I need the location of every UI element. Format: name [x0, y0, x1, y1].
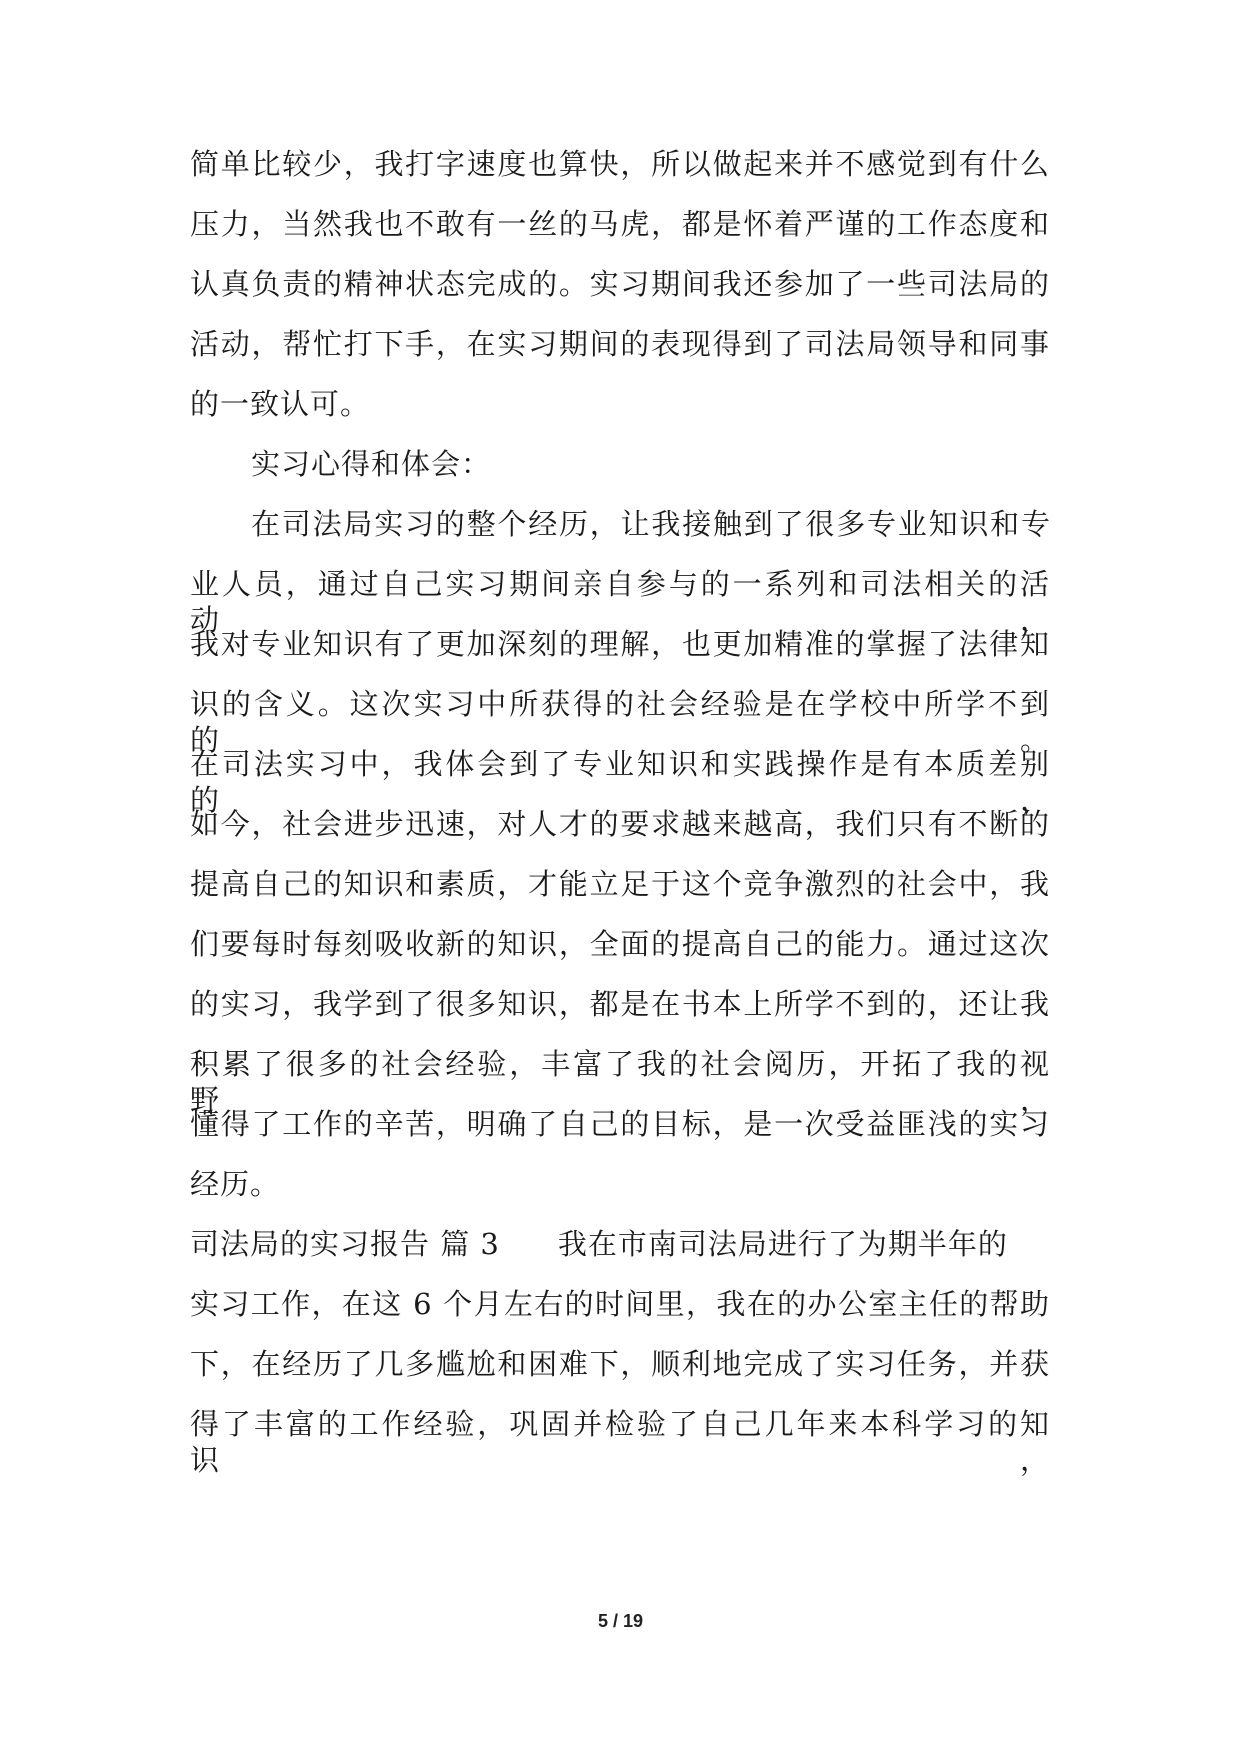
- paragraph-line: 们要每时每刻吸收新的知识，全面的提高自己的能力。通过这次: [190, 927, 1050, 961]
- paragraph-line: 提高自己的知识和素质，才能立足于这个竞争激烈的社会中，我: [190, 867, 1050, 901]
- paragraph-line: 得了丰富的工作经验，巩固并检验了自己几年来本科学习的知识，: [190, 1407, 1050, 1477]
- paragraph-line: 实习工作，在这 6 个月左右的时间里，我在的办公室主任的帮助: [190, 1287, 1050, 1321]
- page-number: 5 / 19: [597, 1611, 644, 1631]
- paragraph-line: 在司法实习中，我体会到了专业知识和实践操作是有本质差别的，: [190, 747, 1050, 817]
- paragraph-line: 在司法局实习的整个经历，让我接触到了很多专业知识和专: [251, 507, 1051, 541]
- section-subheading: 实习心得和体会：: [251, 447, 492, 481]
- paragraph-line: 经历。: [190, 1167, 281, 1201]
- paragraph-line: 如今，社会进步迅速，对人才的要求越来越高，我们只有不断的: [190, 807, 1050, 841]
- section-3-heading-row: [190, 1226, 1050, 1262]
- section-3-first-line: 我在市南司法局进行了为期半年的: [557, 1227, 1008, 1261]
- paragraph-line: 的一致认可。: [190, 387, 371, 421]
- paragraph-line: 压力，当然我也不敢有一丝的马虎，都是怀着严谨的工作态度和: [190, 207, 1050, 241]
- paragraph-line: 简单比较少，我打字速度也算快，所以做起来并不感觉到有什么: [190, 147, 1050, 181]
- paragraph-line: 懂得了工作的辛苦，明确了自己的目标，是一次受益匪浅的实习: [190, 1107, 1050, 1141]
- paragraph-line: 活动，帮忙打下手，在实习期间的表现得到了司法局领导和同事: [190, 327, 1050, 361]
- paragraph-line: 积累了很多的社会经验，丰富了我的社会阅历，开拓了我的视野，: [190, 1047, 1050, 1117]
- paragraph-line: 下，在经历了几多尴尬和困难下，顺利地完成了实习任务，并获: [190, 1347, 1050, 1381]
- paragraph-line: 的实习，我学到了很多知识，都是在书本上所学不到的，还让我: [190, 987, 1050, 1021]
- paragraph-line: 识的含义。这次实习中所获得的社会经验是在学校中所学不到的。: [190, 687, 1050, 757]
- paragraph-line: 我对专业知识有了更加深刻的理解，也更加精准的掌握了法律知: [190, 627, 1050, 661]
- paragraph-line: 业人员，通过自己实习期间亲自参与的一系列和司法相关的活动，: [190, 567, 1050, 637]
- paragraph-line: 认真负责的精神状态完成的。实习期间我还参加了一些司法局的: [190, 267, 1050, 301]
- section-3-title: 司法局的实习报告 篇 3: [190, 1227, 500, 1261]
